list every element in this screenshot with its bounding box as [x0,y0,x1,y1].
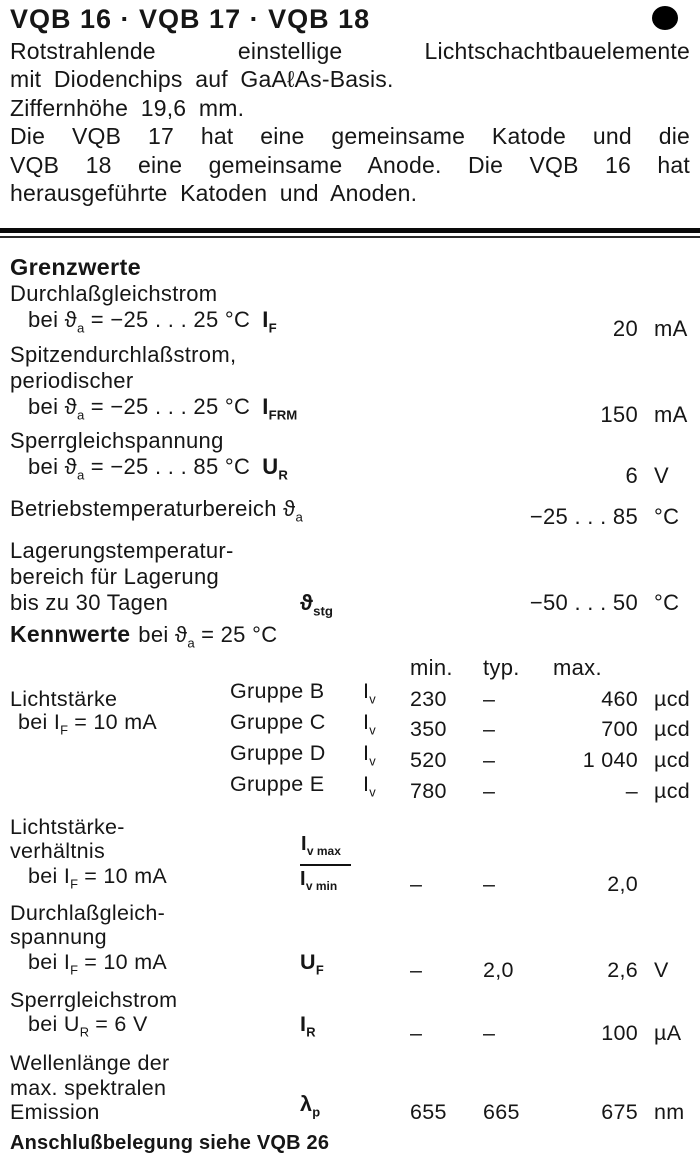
fraction-denominator: $I_{v min}$ [300,867,338,893]
spec-label [0,901,230,983]
value-typ: – [483,872,496,897]
spec-symbol: $U_F$ [300,949,324,978]
value-typ: 665 [483,1100,520,1125]
spec-unit [645,896,700,897]
spec-value: −25 . . . 85 [529,504,638,529]
spec-symbol: $ϑ_{stg}$ [300,590,333,619]
spec-label-line: Spitzendurchlaßstrom, [10,341,237,367]
value-max: 700 [601,717,638,742]
lichtstaerke-row-gruppe-e [0,773,700,804]
spec-label-line: Betriebstemperaturbereich $ϑ_a$ [10,495,303,524]
spec-unit: nm [654,1100,685,1125]
intro-paragraph [0,37,700,207]
spec-condition: bei $I_F = 10$ mA [28,863,168,892]
spec-condition: bei $ϑ_a = -25$ . . . 25 °C $I_F$ [28,307,277,336]
lichtstaerke-row-gruppe-c [0,711,700,742]
value-min: – [410,872,423,897]
lichtstaerke-row-gruppe-b [0,680,700,711]
spec-condition: bei $I_F = 10$ mA [18,710,158,738]
value-typ: – [483,779,496,804]
value-min: 230 [410,686,447,711]
spec-label: Lichtstärke [10,686,118,711]
spec-symbol: $I_v$ [363,771,376,800]
spec-unit: µA [654,1020,682,1045]
group-cell: Gruppe D $I_v$ [230,740,376,769]
value-max: 100 [601,1020,638,1045]
value-min: 780 [410,779,447,804]
value-max: – [625,779,638,804]
spec-label [0,428,410,488]
spec-label-line: Durchlaßgleichstrom [10,281,218,307]
value-typ: 2,0 [483,958,514,983]
spec-condition: bei $ϑ_a = -25$ . . . 25 °C $I_{FRM}$ [28,393,298,423]
page-title: VQB 16 · VQB 17 · VQB 18 [10,4,371,34]
spec-block-wellenlaenge [0,1051,700,1125]
section-heading-grenzwerte: Grenzwerte [10,254,141,281]
spec-row-betriebstemperatur [0,496,700,530]
spec-symbol: $\lambda_p$ [300,1092,321,1120]
spec-label-line: Sperrgleichstrom [10,987,178,1012]
spec-label-line: periodischer [10,367,134,393]
spec-unit: mA [654,315,688,341]
value-min: – [410,1020,423,1045]
value-min: 520 [410,748,447,773]
value-min: 655 [410,1100,447,1125]
value-typ: – [483,748,496,773]
value-min: 350 [410,717,447,742]
spec-unit: V [654,462,669,488]
value-max: 2,0 [607,872,638,897]
spec-value: −50 . . . 50 [529,590,638,615]
spec-unit: V [654,958,669,983]
footer-note: Anschlußbelegung siehe VQB 26 [10,1132,330,1154]
intro-line: Die VQB 17 hat eine gemeinsame Katode und die [10,123,690,150]
group-cell: Gruppe E $I_v$ [230,771,376,800]
spec-label-line: Lichtstärke- [10,814,125,839]
section-divider [0,228,700,238]
kennwerte-heading-bold: Kennwerte [10,621,131,647]
spec-label [0,281,410,341]
spec-unit: mA [654,402,688,428]
lichtstaerke-row-gruppe-d [0,742,700,773]
spec-label-line: Durchlaßgleich- [10,900,166,925]
section-heading-kennwerte [0,621,700,656]
spec-label [0,342,410,428]
group-cell: Gruppe C $I_v$ [230,710,376,738]
spec-label-line: bereich für Lagerung [10,564,220,589]
spec-block-sperrgleichstrom [0,988,700,1045]
value-max: 2,6 [607,958,638,983]
spec-label-line: max. spektralen [10,1075,167,1100]
column-header-min: min. [410,655,453,681]
title-row [0,0,700,33]
intro-line: Rotstrahlende einstellige Lichtschachtbauelemente [10,38,690,64]
corner-dot-icon [652,6,678,30]
group-cell: Gruppe B $I_v$ [230,679,376,707]
spec-symbol: $I_v$ [363,679,376,707]
spec-row-spitzendurchlassstrom [0,342,700,428]
spec-unit: µcd [654,748,690,773]
intro-line: herausgeführte Katoden und Anoden. [10,180,418,207]
iv-ratio-fraction [300,833,351,897]
spec-label [0,815,230,897]
spec-label-line: Emission [10,1100,100,1125]
spec-value: 20 [612,315,638,341]
spec-block-durchlassgleichspannung [0,901,700,983]
spec-row-sperrgleichspannung [0,428,700,488]
spec-label [0,538,410,619]
intro-line: VQB 18 eine gemeinsame Anode. Die VQB 16 hat [10,151,690,178]
fraction-numerator: $I_{v max}$ [300,833,351,866]
spec-symbol: $I_F$ [262,307,277,336]
spec-unit: °C [654,504,680,529]
spec-unit: µcd [654,779,690,804]
spec-row-durchlassgleichstrom [0,281,700,341]
spec-row-lagerungstemperatur [0,538,700,619]
spec-symbol: $I_v$ [363,740,376,769]
intro-line: Ziffernhöhe 19,6 mm. [10,94,245,121]
spec-symbol: $U_R$ [262,454,288,483]
spec-label-line: spannung [10,925,107,950]
value-typ: – [483,717,496,742]
value-max: 460 [601,686,638,711]
spec-unit: °C [654,590,680,615]
spec-value: 6 [625,462,638,488]
value-typ: – [483,686,496,711]
kennwerte-column-headers [0,656,700,680]
spec-label [0,988,230,1045]
spec-label [0,496,410,530]
kennwerte-heading-condition: bei $ϑ_a = 25$ °C [138,622,278,651]
spec-condition: bei $U_R = 6$ V [28,1012,148,1040]
spec-label-line: verhältnis [10,839,106,864]
spec-symbol: $I_R$ [300,1012,316,1040]
spec-unit: µcd [654,686,690,711]
value-max: 675 [601,1100,638,1125]
spec-label [0,1051,230,1125]
value-max: 1 040 [582,748,638,773]
value-typ: – [483,1020,496,1045]
column-header-typ: typ. [483,655,520,681]
column-header-max: max. [553,655,602,681]
intro-line: mit Diodenchips auf GaAℓAs-Basis. [10,66,394,93]
value-min: – [410,958,423,983]
spec-label-line: Lagerungstemperatur- [10,538,234,563]
spec-condition: bei $ϑ_a = -25$ . . . 85 °C $U_R$ [28,454,288,483]
spec-label-line: Sperrgleichspannung [10,428,224,454]
spec-unit: µcd [654,717,690,742]
spec-symbol: $I_v$ [363,710,376,738]
spec-block-lichtstaerkeverhaeltnis [0,815,700,897]
spec-label-line: Wellenlänge der [10,1051,170,1076]
spec-symbol: $I_{FRM}$ [262,393,298,423]
spec-label-line: bis zu 30 Tagen $ϑ_{stg}$ [10,590,410,616]
spec-condition: bei $I_F = 10$ mA [28,949,168,978]
spec-value: 150 [600,402,638,428]
